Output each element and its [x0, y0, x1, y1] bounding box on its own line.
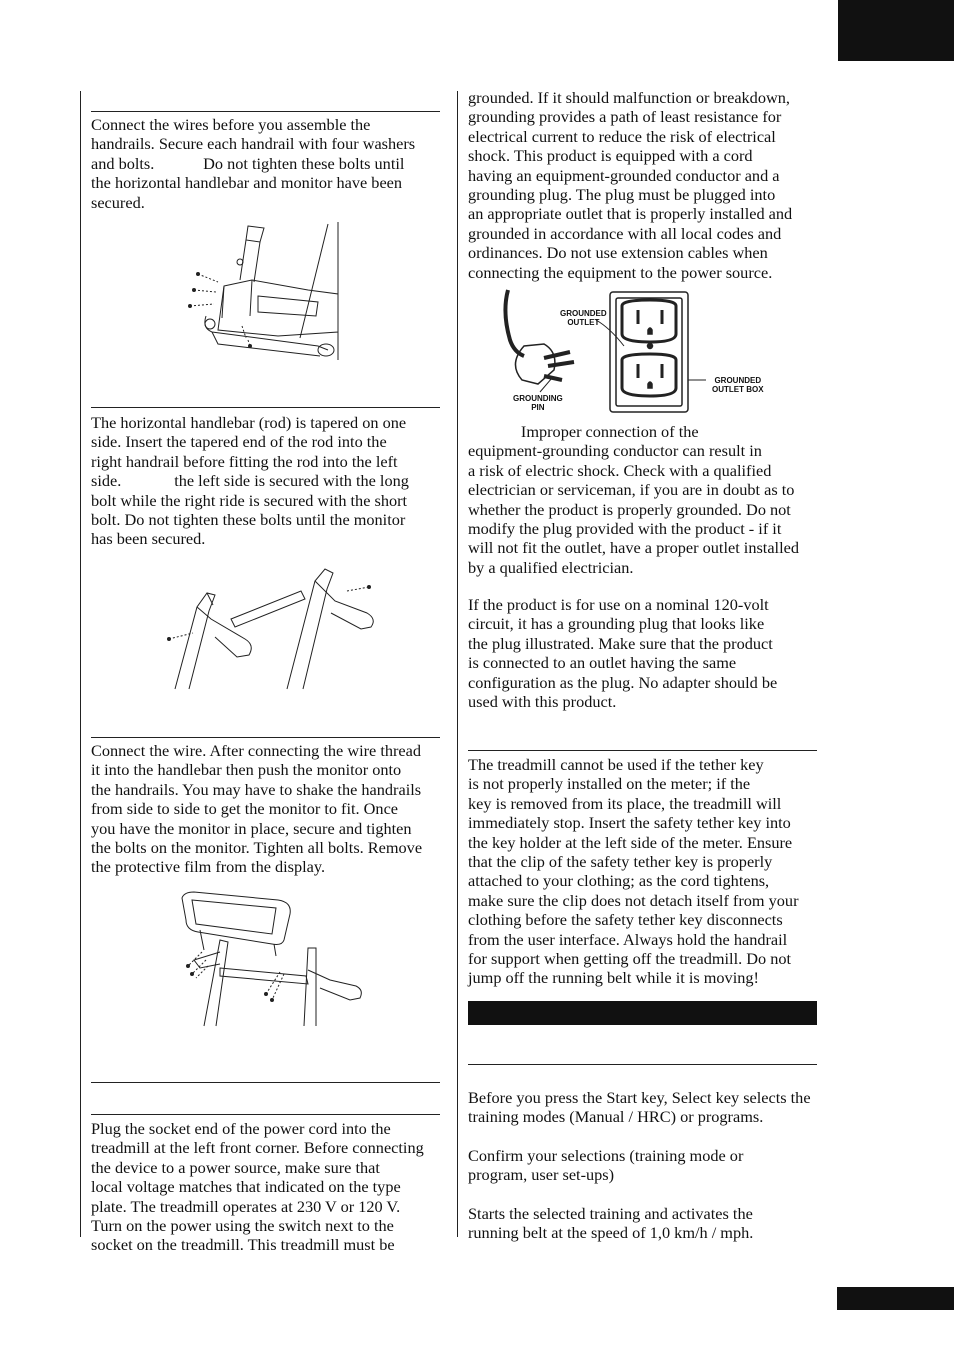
- section-heading-bar: [468, 1001, 817, 1025]
- monitor-assembly-illustration: [180, 890, 364, 1030]
- label-grounding-pin: GROUNDING PIN: [513, 394, 563, 412]
- center-column-rule: [457, 91, 458, 1237]
- step-handrails-text: Connect the wires before you assemble the handrails. Secure each handrail with four washers and bolts. Do not tighten these bolts until the horizontal handlebar and monitor have been secured.: [91, 115, 416, 212]
- power-connection-text: Plug the socket end of the power cord into the treadmill at the left front corner. Before connecting the device to a power source, make sure that local voltage matches that indicated on the type plate. The treadmill operates at 230 V or 120 V. Turn on the power using the switch next to the socket on the treadmill. This treadmill must be: [91, 1119, 424, 1255]
- section-rule-5: [91, 1114, 440, 1115]
- step-handlebar-text: The horizontal handlebar (rod) is tapered on one side. Insert the tapered end of the rod into the right handrail before fitting the rod into the left side. the left side is secured with the long bolt while the right ride is secured with the short bolt. Do not tighten these bolts until the monitor has been secured.: [91, 413, 409, 549]
- page-corner-tab: [838, 0, 954, 61]
- grounding-text: grounded. If it should malfunction or breakdown, grounding provides a path of least resistance for electrical current to reduce the risk of electrical shock. This product is equipped with a cord having an equipment-grounded conductor and a grounding plug. The plug must be plugged into an appropriate outlet that is properly installed and grounded in accordance with all local codes and ordinances. Do not use extension cables when connecting the equipment to the power source.: [468, 88, 793, 282]
- handlebar-assembly-illustration: [165, 563, 377, 691]
- left-column-rule: [80, 91, 81, 1237]
- tether-key-text: The treadmill cannot be used if the tether key is not properly installed on the meter; if the key is removed from its place, the treadmill will immediately stop. Insert the safety tether key into the key holder at the left side of the meter. Ensure that the clip of the safety tether key is properly attached to your clothing; as the cord tightens, make sure the clip does not detach itself from your clothing before the safety tether key disconnects from the user interface. Always hold the handrail for support when getting off the treadmill. Do not jump off the running belt while it is moving!: [468, 755, 799, 988]
- label-grounded-outlet-box: GROUNDED OUTLET BOX: [712, 376, 764, 394]
- voltage-note-text: If the product is for use on a nominal 120-volt circuit, it has a grounding plug that looks like the plug illustrated. Make sure that the product is connected to an outlet having the same configuration as the plug. No adapter should be used with this product.: [468, 595, 778, 712]
- step-monitor-text: Connect the wire. After connecting the wire thread it into the handlebar then push the monitor onto the handrails. You may have to shake the handrails from side to side to get the monitor to fit. Once you have the monitor in place, secure and tighten the bolts on the monitor. Tighten all bolts. Remove the protective film from the display.: [91, 741, 423, 877]
- section-rule-4: [91, 1082, 440, 1083]
- section-rule-3: [91, 737, 440, 738]
- page-number-tab: [837, 1287, 954, 1310]
- key-start-text: Starts the selected training and activates the running belt at the speed of 1,0 km/h / mph.: [468, 1204, 754, 1243]
- section-rule-1: [91, 111, 440, 112]
- warning-text: Improper connection of the equipment-grounding conductor can result in a risk of electric shock. Check with a qualified electrician or serviceman, if you are in doubt as to whether the product is properly grounded. Do not modify the plug provided with the product - if it will not fit the outlet, have a proper outlet installed by a qualified electrician.: [468, 422, 799, 577]
- key-enter-text: Confirm your selections (training mode or program, user set-ups): [468, 1146, 744, 1185]
- section-rule-7: [468, 1064, 817, 1065]
- section-rule-2: [91, 407, 440, 408]
- handrail-assembly-illustration: [188, 220, 348, 362]
- label-grounded-outlet: GROUNDED OUTLET: [560, 309, 607, 327]
- section-rule-6: [468, 750, 817, 751]
- key-select-text: Before you press the Start key, Select key selects the training modes (Manual / HRC) or programs.: [468, 1088, 811, 1127]
